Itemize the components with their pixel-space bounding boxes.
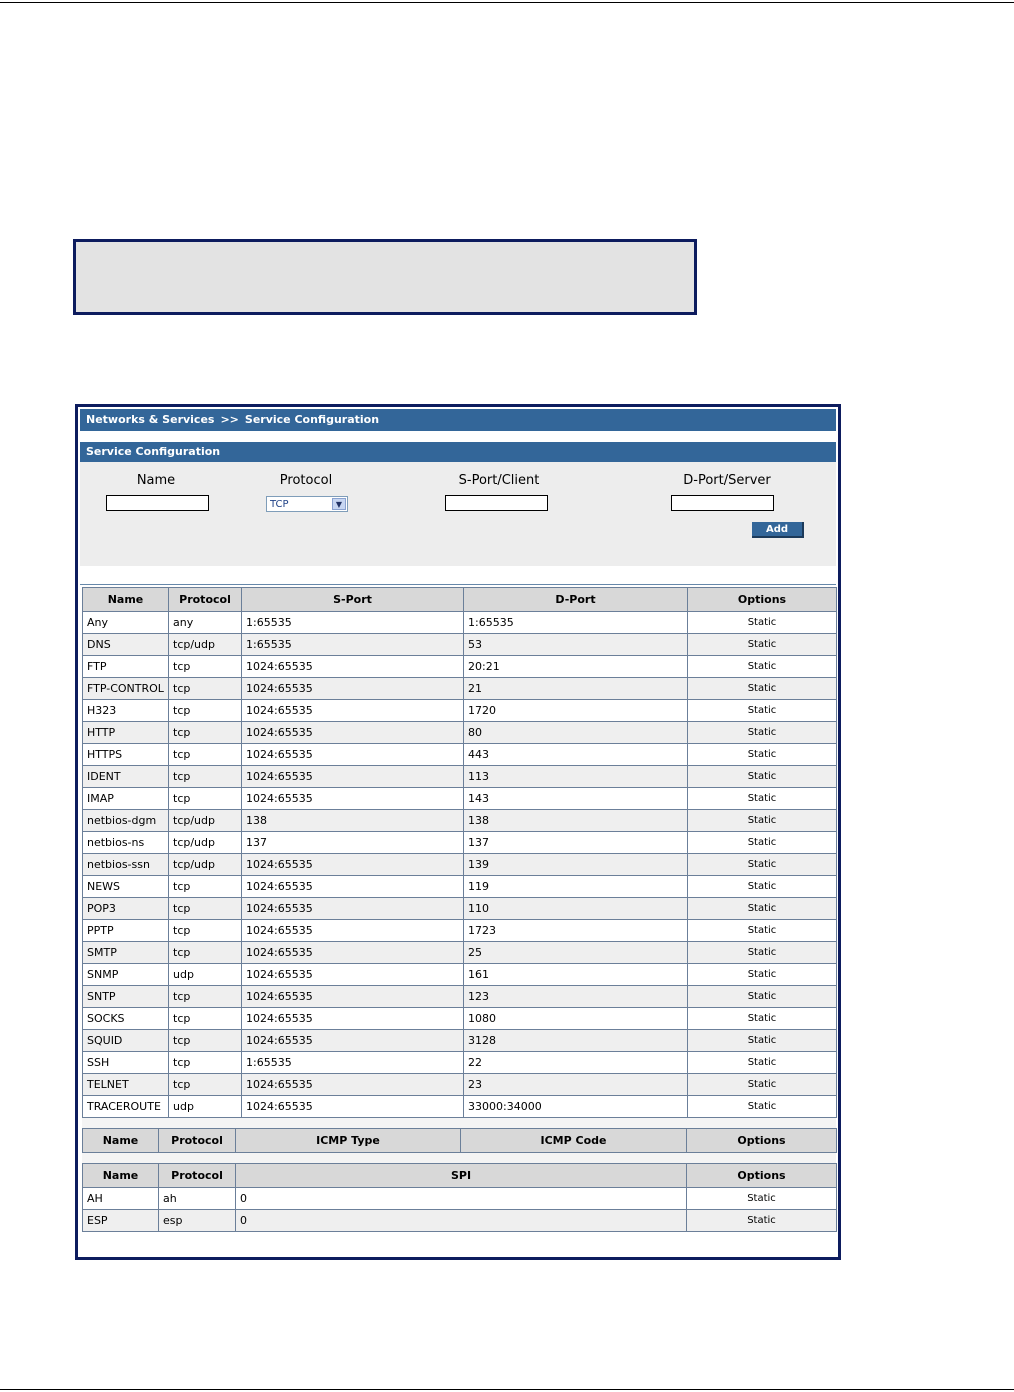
- cell-protocol: tcp: [169, 898, 242, 920]
- spi-header-row: [83, 1164, 837, 1188]
- table-row: [83, 942, 837, 964]
- cell-sport: 1024:65535: [242, 766, 464, 788]
- cell-dport: 3128: [464, 1030, 688, 1052]
- cell-options: Static: [688, 942, 837, 964]
- cell-sport: 1024:65535: [242, 1030, 464, 1052]
- table-row: [83, 1052, 837, 1074]
- table-row: [83, 1008, 837, 1030]
- icmp-table: [82, 1128, 837, 1153]
- services-body: [83, 612, 837, 1118]
- cell-name: netbios-ssn: [83, 854, 169, 876]
- icmp-col-name-header: Name: [83, 1129, 159, 1153]
- cell-dport: 123: [464, 986, 688, 1008]
- cell-protocol: tcp/udp: [169, 832, 242, 854]
- services-header-row: [83, 588, 837, 612]
- cell-options: Static: [688, 876, 837, 898]
- table-row: [83, 898, 837, 920]
- table-row: [83, 612, 837, 634]
- cell-name: FTP-CONTROL: [83, 678, 169, 700]
- table-row: [83, 920, 837, 942]
- table-row: [83, 678, 837, 700]
- cell-options: Static: [688, 1074, 837, 1096]
- icmp-col-protocol-header: Protocol: [159, 1129, 236, 1153]
- cell-protocol: tcp: [169, 942, 242, 964]
- form-divider: [80, 584, 836, 585]
- cell-options: Static: [688, 788, 837, 810]
- col-name-header: Name: [83, 588, 169, 612]
- page-top-rule: [0, 2, 1014, 3]
- cell-options: Static: [688, 678, 837, 700]
- cell-options: Static: [688, 656, 837, 678]
- cell-sport: 1024:65535: [242, 722, 464, 744]
- cell-name: POP3: [83, 898, 169, 920]
- cell-protocol: udp: [169, 964, 242, 986]
- cell-sport: 1024:65535: [242, 656, 464, 678]
- sport-label: S-Port/Client: [458, 473, 540, 488]
- cell-dport: 1723: [464, 920, 688, 942]
- cell-sport: 1024:65535: [242, 964, 464, 986]
- cell-sport: 1024:65535: [242, 942, 464, 964]
- cell-options: Static: [688, 986, 837, 1008]
- cell-name: SNMP: [83, 964, 169, 986]
- cell-name: Any: [83, 612, 169, 634]
- cell-name: NEWS: [83, 876, 169, 898]
- cell-protocol: tcp/udp: [169, 854, 242, 876]
- cell-dport: 21: [464, 678, 688, 700]
- services-table: [82, 587, 837, 1118]
- col-options-header: Options: [688, 588, 837, 612]
- cell-options: Static: [688, 766, 837, 788]
- cell-sport: 1024:65535: [242, 1074, 464, 1096]
- cell-options: Static: [688, 1096, 837, 1118]
- cell-name: HTTP: [83, 722, 169, 744]
- cell-name: SQUID: [83, 1030, 169, 1052]
- breadcrumb: [80, 409, 836, 431]
- col-dport-header: D-Port: [464, 588, 688, 612]
- cell-dport: 1:65535: [464, 612, 688, 634]
- cell-dport: 161: [464, 964, 688, 986]
- table-row: [83, 832, 837, 854]
- cell-sport: 1:65535: [242, 1052, 464, 1074]
- cell-name: SOCKS: [83, 1008, 169, 1030]
- name-label: Name: [136, 473, 176, 488]
- spi-col-protocol-header: Protocol: [159, 1164, 236, 1188]
- table-row: [83, 744, 837, 766]
- cell-dport: 22: [464, 1052, 688, 1074]
- icmp-col-code-header: ICMP Code: [461, 1129, 687, 1153]
- add-button[interactable]: Add: [752, 522, 804, 538]
- cell-protocol: tcp: [169, 656, 242, 678]
- protocol-select[interactable]: [266, 496, 348, 512]
- spi-col-name-header: Name: [83, 1164, 159, 1188]
- cell-name: PPTP: [83, 920, 169, 942]
- table-row: [83, 1188, 837, 1210]
- col-protocol-header: Protocol: [169, 588, 242, 612]
- cell-spi: 0: [236, 1210, 687, 1232]
- cell-protocol: ah: [159, 1188, 236, 1210]
- cell-name: TELNET: [83, 1074, 169, 1096]
- cell-protocol: tcp: [169, 700, 242, 722]
- breadcrumb-root[interactable]: Networks & Services: [86, 413, 215, 426]
- form-header: Service Configuration: [80, 442, 836, 462]
- protocol-selected-value: TCP: [270, 499, 289, 510]
- tables-area: [82, 587, 836, 1232]
- spi-table: [82, 1163, 837, 1232]
- cell-sport: 1:65535: [242, 612, 464, 634]
- cell-sport: 1024:65535: [242, 700, 464, 722]
- cell-dport: 137: [464, 832, 688, 854]
- cell-options: Static: [688, 1052, 837, 1074]
- cell-sport: 1024:65535: [242, 744, 464, 766]
- cell-dport: 138: [464, 810, 688, 832]
- cell-protocol: tcp: [169, 1030, 242, 1052]
- table-row: [83, 766, 837, 788]
- sport-input[interactable]: [445, 495, 548, 511]
- cell-sport: 1024:65535: [242, 854, 464, 876]
- note-box: [73, 239, 697, 315]
- cell-dport: 119: [464, 876, 688, 898]
- cell-sport: 138: [242, 810, 464, 832]
- table-row: [83, 876, 837, 898]
- table-row: [83, 634, 837, 656]
- cell-options: Static: [688, 854, 837, 876]
- cell-protocol: tcp: [169, 678, 242, 700]
- cell-name: IMAP: [83, 788, 169, 810]
- cell-options: Static: [688, 700, 837, 722]
- cell-name: FTP: [83, 656, 169, 678]
- cell-options: Static: [687, 1188, 837, 1210]
- cell-options: Static: [688, 612, 837, 634]
- cell-name: SNTP: [83, 986, 169, 1008]
- cell-sport: 137: [242, 832, 464, 854]
- cell-protocol: tcp: [169, 766, 242, 788]
- cell-protocol: any: [169, 612, 242, 634]
- cell-sport: 1024:65535: [242, 920, 464, 942]
- icmp-col-type-header: ICMP Type: [236, 1129, 461, 1153]
- cell-protocol: tcp: [169, 876, 242, 898]
- cell-options: Static: [688, 898, 837, 920]
- spi-col-spi-header: SPI: [236, 1164, 687, 1188]
- cell-options: Static: [688, 744, 837, 766]
- chevron-down-icon[interactable]: ▼: [332, 498, 346, 510]
- table-row: [83, 1210, 837, 1232]
- cell-dport: 25: [464, 942, 688, 964]
- cell-name: AH: [83, 1188, 159, 1210]
- service-configuration-panel: [75, 404, 841, 1260]
- cell-options: Static: [688, 1008, 837, 1030]
- cell-sport: 1:65535: [242, 634, 464, 656]
- name-input[interactable]: [106, 495, 209, 511]
- cell-dport: 110: [464, 898, 688, 920]
- cell-protocol: tcp: [169, 788, 242, 810]
- cell-name: HTTPS: [83, 744, 169, 766]
- cell-options: Static: [688, 964, 837, 986]
- cell-dport: 20:21: [464, 656, 688, 678]
- cell-name: netbios-dgm: [83, 810, 169, 832]
- cell-options: Static: [688, 1030, 837, 1052]
- cell-protocol: tcp: [169, 1074, 242, 1096]
- cell-name: H323: [83, 700, 169, 722]
- cell-protocol: tcp/udp: [169, 634, 242, 656]
- icmp-col-options-header: Options: [687, 1129, 837, 1153]
- table-row: [83, 1096, 837, 1118]
- cell-sport: 1024:65535: [242, 986, 464, 1008]
- cell-sport: 1024:65535: [242, 678, 464, 700]
- table-row: [83, 1030, 837, 1052]
- cell-options: Static: [688, 832, 837, 854]
- cell-dport: 80: [464, 722, 688, 744]
- cell-sport: 1024:65535: [242, 788, 464, 810]
- table-row: [83, 810, 837, 832]
- cell-spi: 0: [236, 1188, 687, 1210]
- table-row: [83, 986, 837, 1008]
- cell-name: ESP: [83, 1210, 159, 1232]
- page-bottom-rule: [0, 1389, 1014, 1390]
- dport-input[interactable]: [671, 495, 774, 511]
- cell-dport: 443: [464, 744, 688, 766]
- cell-dport: 33000:34000: [464, 1096, 688, 1118]
- cell-dport: 143: [464, 788, 688, 810]
- spi-col-options-header: Options: [687, 1164, 837, 1188]
- table-row: [83, 1074, 837, 1096]
- breadcrumb-separator: >>: [220, 413, 239, 426]
- cell-protocol: tcp: [169, 744, 242, 766]
- cell-sport: 1024:65535: [242, 1008, 464, 1030]
- cell-options: Static: [687, 1210, 837, 1232]
- table-row: [83, 964, 837, 986]
- cell-protocol: tcp: [169, 986, 242, 1008]
- protocol-label: Protocol: [279, 473, 333, 488]
- table-row: [83, 854, 837, 876]
- cell-protocol: udp: [169, 1096, 242, 1118]
- cell-options: Static: [688, 722, 837, 744]
- cell-protocol: esp: [159, 1210, 236, 1232]
- cell-options: Static: [688, 920, 837, 942]
- cell-name: SSH: [83, 1052, 169, 1074]
- dport-label: D-Port/Server: [683, 473, 771, 488]
- cell-dport: 23: [464, 1074, 688, 1096]
- cell-name: netbios-ns: [83, 832, 169, 854]
- cell-options: Static: [688, 634, 837, 656]
- cell-dport: 53: [464, 634, 688, 656]
- add-service-form: [80, 442, 836, 566]
- table-row: [83, 656, 837, 678]
- breadcrumb-current: Service Configuration: [244, 413, 380, 426]
- cell-protocol: tcp: [169, 1008, 242, 1030]
- cell-dport: 113: [464, 766, 688, 788]
- table-row: [83, 788, 837, 810]
- cell-sport: 1024:65535: [242, 898, 464, 920]
- cell-dport: 1720: [464, 700, 688, 722]
- spi-body: [83, 1188, 837, 1232]
- icmp-header-row: [83, 1129, 837, 1153]
- cell-options: Static: [688, 810, 837, 832]
- cell-sport: 1024:65535: [242, 876, 464, 898]
- table-row: [83, 700, 837, 722]
- cell-dport: 139: [464, 854, 688, 876]
- cell-name: SMTP: [83, 942, 169, 964]
- cell-name: IDENT: [83, 766, 169, 788]
- cell-protocol: tcp/udp: [169, 810, 242, 832]
- table-row: [83, 722, 837, 744]
- cell-name: TRACEROUTE: [83, 1096, 169, 1118]
- cell-protocol: tcp: [169, 1052, 242, 1074]
- cell-dport: 1080: [464, 1008, 688, 1030]
- col-sport-header: S-Port: [242, 588, 464, 612]
- cell-name: DNS: [83, 634, 169, 656]
- cell-protocol: tcp: [169, 920, 242, 942]
- cell-protocol: tcp: [169, 722, 242, 744]
- cell-sport: 1024:65535: [242, 1096, 464, 1118]
